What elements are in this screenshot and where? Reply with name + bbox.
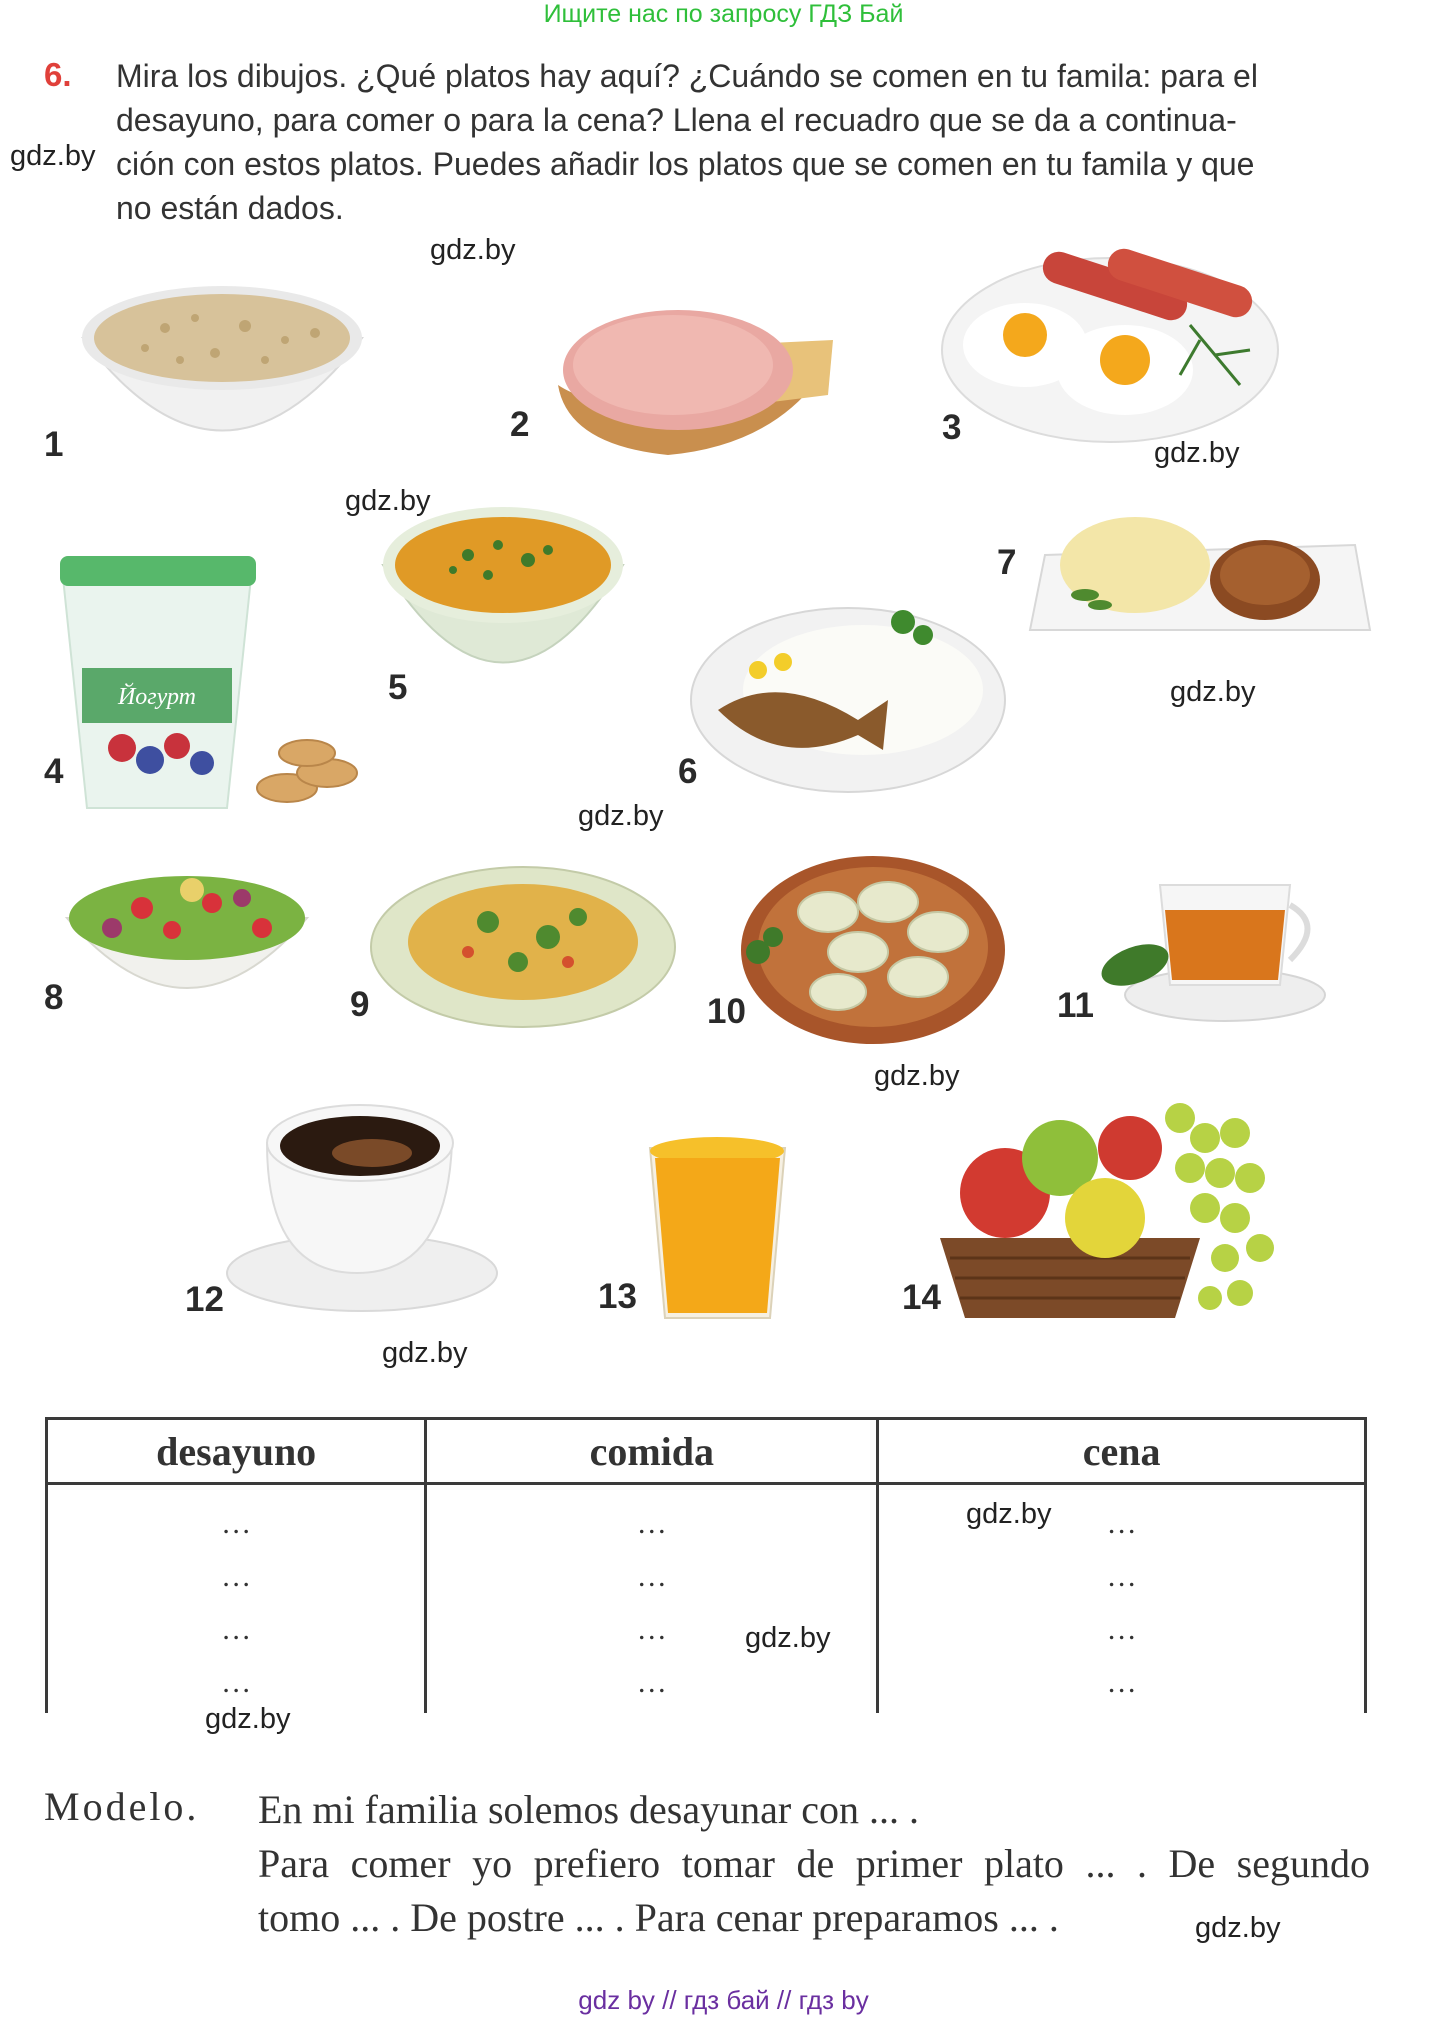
dish-number: 12 — [185, 1280, 224, 1319]
fish-rice-image — [688, 600, 1008, 795]
modelo-label: Modelo. — [44, 1784, 200, 1829]
placeholder-dots: … — [221, 1560, 252, 1593]
fruit-basket-image — [940, 1098, 1300, 1323]
placeholder-dots: … — [1106, 1666, 1137, 1699]
top-banner[interactable]: Ищите нас по запросу ГДЗ Бай — [543, 0, 904, 28]
dish-number: 7 — [997, 543, 1017, 582]
watermark: gdz.by — [382, 1337, 468, 1369]
placeholder-dots: … — [221, 1613, 252, 1646]
dish-number: 5 — [388, 668, 408, 707]
dish-number: 3 — [942, 408, 962, 447]
instruction-line: Mira los dibujos. ¿Qué platos hay aquí? ¿Cuándo se comen en tu famila: para el — [116, 58, 1258, 94]
watermark: gdz.by — [430, 234, 516, 266]
salad-bowl-image — [62, 858, 312, 1018]
dish-number: 14 — [902, 1278, 941, 1317]
modelo-line: tomo ... . De postre ... . Para cenar preparamos ... . — [258, 1895, 1059, 1940]
watermark: gdz.by — [345, 485, 431, 517]
watermark: gdz.by — [1154, 437, 1240, 469]
dish-number: 4 — [44, 752, 64, 791]
dish-number: 8 — [44, 978, 64, 1017]
juice-glass-image — [645, 1133, 790, 1323]
header-comida: comida — [426, 1419, 878, 1484]
yogurt-cookies-image — [52, 548, 362, 818]
svg-text:Йогурт: Йогурт — [117, 684, 197, 710]
eggs-sausages-image — [940, 245, 1280, 445]
header-cena: cena — [878, 1419, 1366, 1484]
exercise-number: 6. — [44, 56, 72, 93]
instruction-line: no están dados. — [116, 190, 344, 226]
header-desayuno: desayuno — [47, 1419, 426, 1484]
placeholder-dots: … — [636, 1507, 667, 1540]
comida-column — [426, 1484, 878, 1714]
pasta-image — [368, 862, 678, 1032]
watermark: gdz.by — [966, 1498, 1052, 1530]
instruction-line: ción con estos platos. Puedes añadir los platos que se comen en tu famila y que — [116, 146, 1255, 182]
meals-table — [45, 1417, 1367, 1713]
puree-cutlet-image — [1025, 495, 1375, 655]
placeholder-dots: … — [221, 1507, 252, 1540]
tea-cup-image — [1090, 855, 1330, 1030]
dish-number: 13 — [598, 1277, 637, 1316]
watermark: gdz.by — [1170, 676, 1256, 708]
modelo-line: Para comer yo prefiero tomar de primer plato ... . De segundo — [258, 1841, 1370, 1886]
placeholder-dots: … — [636, 1666, 667, 1699]
watermark: gdz.by — [874, 1060, 960, 1092]
placeholder-dots: … — [636, 1560, 667, 1593]
watermark: gdz.by — [10, 140, 96, 172]
porridge-bowl-image — [75, 278, 370, 478]
sandwich-image — [548, 295, 838, 465]
placeholder-dots: … — [636, 1613, 667, 1646]
footer-links[interactable]: gdz by // гдз бай // гдз by — [578, 1985, 869, 2015]
exercise-instructions — [116, 54, 1372, 230]
placeholder-dots: … — [221, 1666, 252, 1699]
dish-number: 2 — [510, 405, 530, 444]
dumplings-image — [738, 852, 1008, 1047]
placeholder-dots: … — [1106, 1560, 1137, 1593]
placeholder-dots: … — [1106, 1613, 1137, 1646]
watermark: gdz.by — [1195, 1912, 1281, 1944]
watermark: gdz.by — [205, 1703, 291, 1735]
coffee-cup-image — [222, 1098, 502, 1318]
desayuno-column — [47, 1484, 426, 1714]
dish-number: 6 — [678, 752, 698, 791]
soup-bowl-image — [378, 500, 628, 715]
modelo-line: En mi familia solemos desayunar con ... . — [258, 1787, 919, 1832]
dish-number: 1 — [44, 425, 64, 464]
dish-number: 10 — [707, 992, 746, 1031]
instruction-line: desayuno, para comer o para la cena? Llena el recuadro que se da a continua- — [116, 102, 1237, 138]
cena-column — [878, 1484, 1366, 1714]
watermark: gdz.by — [745, 1622, 831, 1654]
dish-number: 11 — [1057, 986, 1094, 1025]
watermark: gdz.by — [578, 800, 664, 832]
placeholder-dots: … — [1106, 1507, 1137, 1540]
dish-number: 9 — [350, 985, 370, 1024]
